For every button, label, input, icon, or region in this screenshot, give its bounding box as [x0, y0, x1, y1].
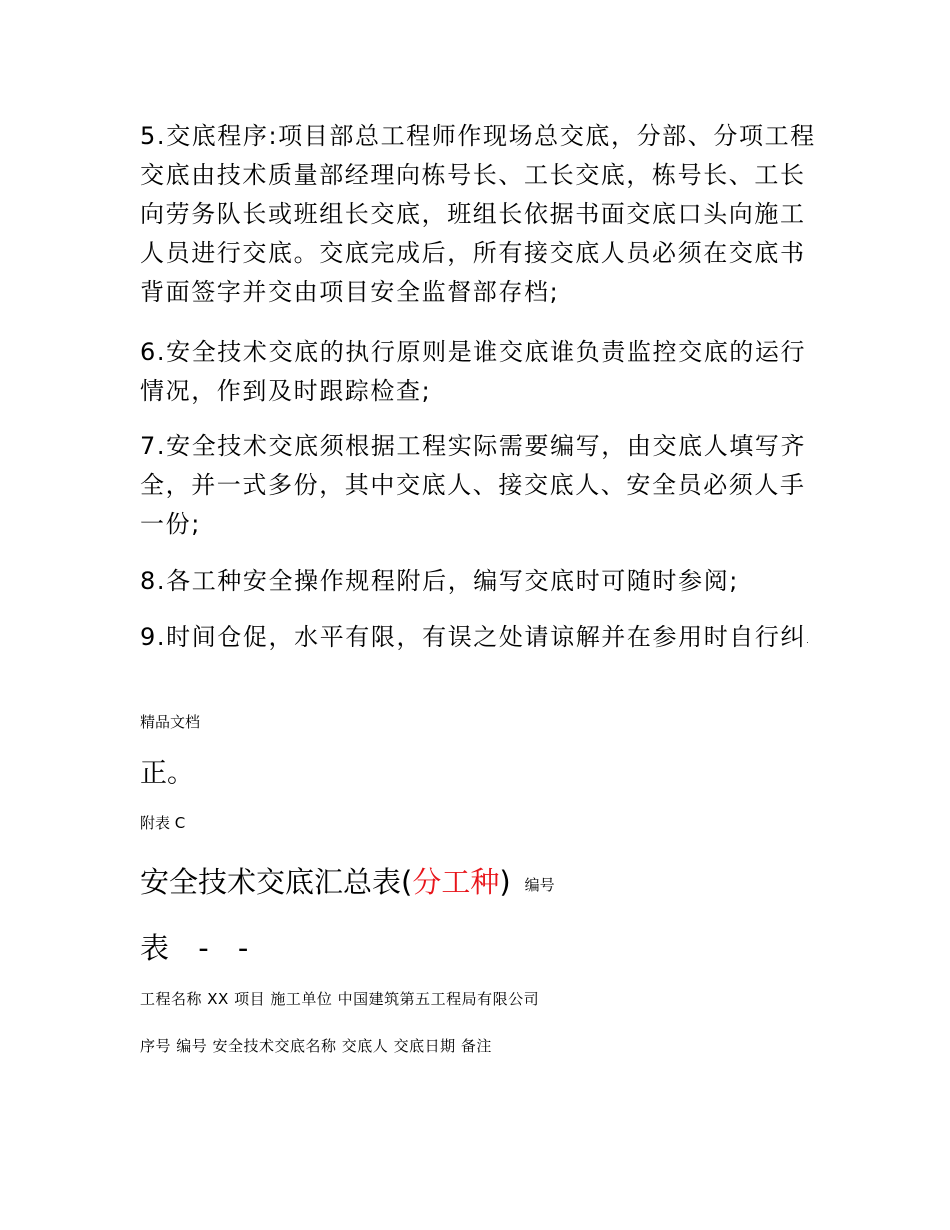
- paragraph-6: 6.安全技术交底的执行原则是谁交底谁负责监控交底的运行情况，作到及时跟踪检查;: [140, 338, 807, 405]
- continuation-text: 正。: [140, 758, 194, 789]
- table-number-label: 编号: [524, 876, 555, 894]
- paragraph-9-dot: .: [806, 636, 811, 645]
- paragraph-5: 5.交底程序:项目部总工程师作现场总交底，分部、分项工程交底由技术质量部经理向栋号长、工长交底，栋号长、工长向劳务队长或班组长交底，班组长依据书面交底口头向施工人员进行交底。交底完成后，所有接交底人员必须在交底书背面签字并交由项目安全监督部存档;: [140, 122, 816, 306]
- paragraph-8: 8.各工种安全操作规程附后，编写交底时可随时参阅;: [140, 567, 739, 595]
- table-title-prefix: 安全技术交底汇总表(: [140, 865, 413, 899]
- paragraph-9: [140, 618, 820, 660]
- table-title-suffix: ): [499, 865, 511, 899]
- project-info-row: 工程名称 XX 项目 施工单位 中国建筑第五工程局有限公司: [140, 990, 540, 1008]
- watermark-label: 精品文档: [140, 713, 201, 731]
- table-header-row: 序号 编号 安全技术交底名称 交底人 交底日期 备注: [140, 1037, 492, 1055]
- paragraph-9-text: 9.时间仓促，水平有限，有误之处请谅解并在参用时自行纠: [140, 623, 807, 651]
- paragraph-7: 7.安全技术交底须根据工程实际需要编写，由交底人填写齐全，并一式多份，其中交底人、接交底人、安全员必须人手一份;: [140, 432, 807, 538]
- appendix-label: 附表 C: [140, 814, 186, 832]
- table-title: [140, 860, 555, 907]
- table-title-highlight: 分工种: [412, 865, 500, 899]
- table-subtitle: 表 - -: [140, 931, 259, 965]
